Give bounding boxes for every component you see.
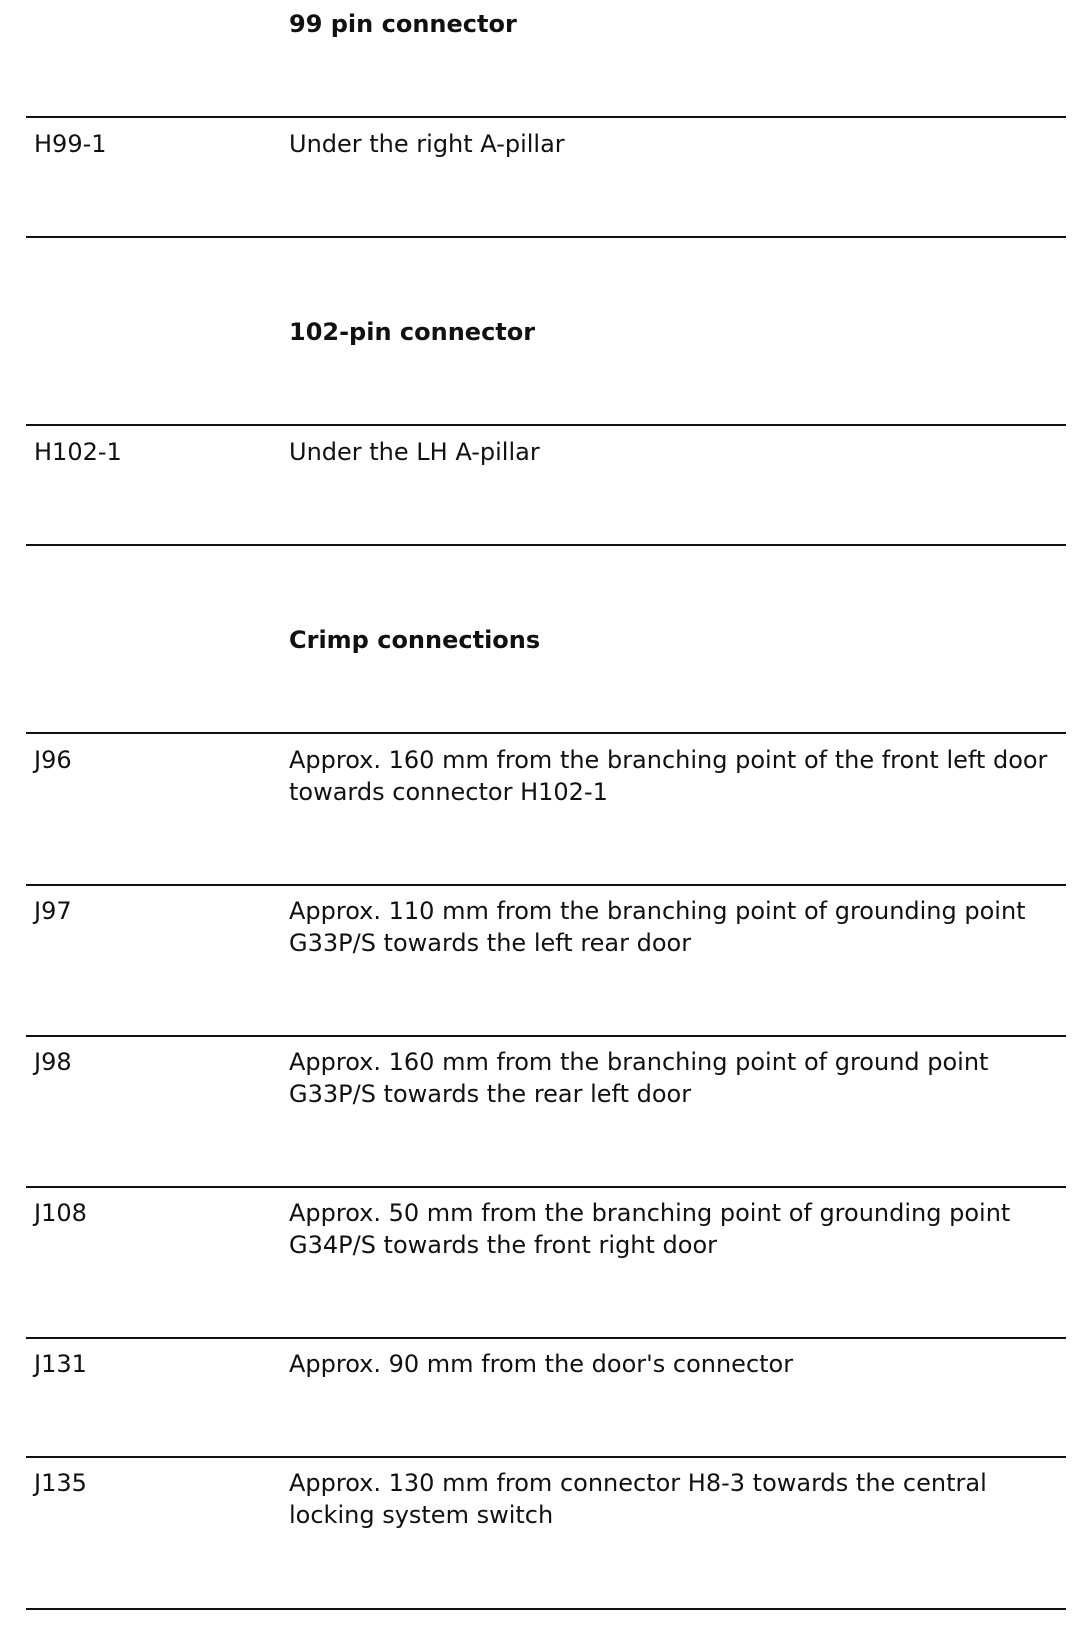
row-divider bbox=[26, 236, 1066, 238]
crimp-code: J96 bbox=[34, 746, 72, 774]
connector-code: H99-1 bbox=[34, 130, 107, 158]
row-divider bbox=[26, 1337, 1066, 1339]
row-divider bbox=[26, 1456, 1066, 1458]
crimp-location: Approx. 130 mm from connector H8-3 towards the central locking system switch bbox=[289, 1469, 987, 1529]
row-divider bbox=[26, 884, 1066, 886]
connector-location: Under the LH A-pillar bbox=[289, 438, 540, 466]
crimp-location: Approx. 160 mm from the branching point of ground point G33P/S towards the rear left door bbox=[289, 1048, 989, 1108]
row-divider bbox=[26, 1035, 1066, 1037]
row-divider bbox=[26, 1608, 1066, 1610]
row-divider bbox=[26, 424, 1066, 426]
crimp-code: J135 bbox=[34, 1469, 87, 1497]
crimp-location: Approx. 50 mm from the branching point of grounding point G34P/S towards the front right door bbox=[289, 1199, 1011, 1259]
section-heading-crimp: Crimp connections bbox=[289, 626, 541, 654]
connector-code: H102-1 bbox=[34, 438, 122, 466]
row-divider bbox=[26, 544, 1066, 546]
crimp-code: J97 bbox=[34, 897, 72, 925]
row-divider bbox=[26, 732, 1066, 734]
crimp-code: J98 bbox=[34, 1048, 72, 1076]
row-divider bbox=[26, 116, 1066, 118]
connector-location: Under the right A-pillar bbox=[289, 130, 565, 158]
crimp-location: Approx. 110 mm from the branching point of grounding point G33P/S towards the left rear door bbox=[289, 897, 1026, 957]
crimp-code: J131 bbox=[34, 1350, 87, 1378]
crimp-location: Approx. 90 mm from the door's connector bbox=[289, 1350, 794, 1378]
section-heading-99-pin: 99 pin connector bbox=[289, 10, 517, 38]
row-divider bbox=[26, 1186, 1066, 1188]
crimp-location: Approx. 160 mm from the branching point of the front left door towards connector H102-1 bbox=[289, 746, 1048, 806]
section-heading-102-pin: 102-pin connector bbox=[289, 318, 536, 346]
crimp-code: J108 bbox=[34, 1199, 87, 1227]
